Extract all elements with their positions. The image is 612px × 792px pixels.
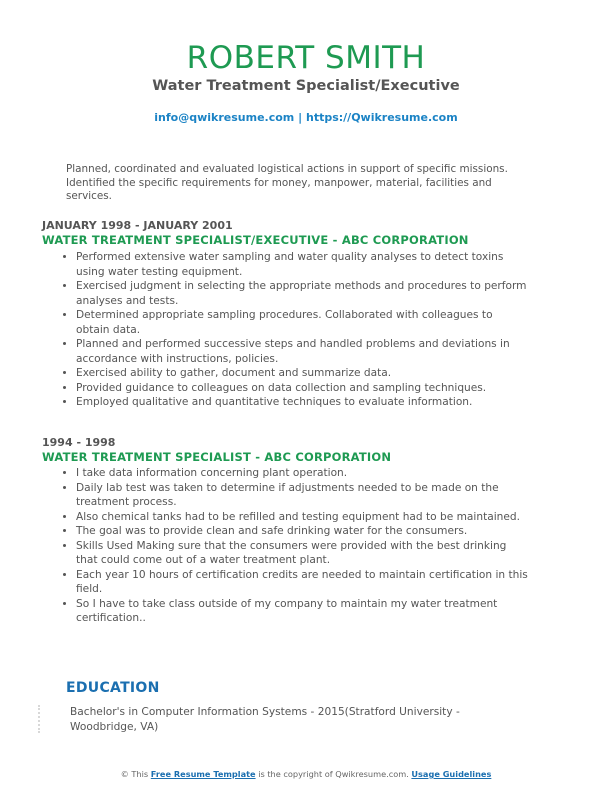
education-heading: EDUCATION [66,680,160,696]
job-bullet: • Also chemical tanks had to be refilled and testing equipment had to be maintained. [76,510,528,525]
job-bullet: • Performed extensive water sampling and water quality analyses to detect toxins using water testing equipment. [76,250,528,279]
job-bullet: • The goal was to provide clean and safe drinking water for the consumers. [76,524,528,539]
job-bullet: • Exercised judgment in selecting the appropriate methods and procedures to perform analyses and tests. [76,279,528,308]
usage-guidelines-link[interactable]: Usage Guidelines [411,769,492,779]
copyright-footer [0,769,612,780]
education-divider [38,705,40,733]
contact-separator: | [298,111,303,124]
website-link[interactable]: https://Qwikresume.com [305,111,458,124]
footer-prefix: © This [120,769,149,779]
job-bullet: • Daily lab test was taken to determine if adjustments needed to be made on the treatment process. [76,481,528,510]
job-bullet: • Planned and performed successive steps and handled problems and deviations in accordance with instructions, policies. [76,337,528,366]
job-bullet: • Employed qualitative and quantitative techniques to evaluate information. [76,395,528,410]
job-bullet-list [58,250,528,410]
job-dates: JANUARY 1998 - JANUARY 2001 [42,219,233,232]
job-bullet-list [58,466,528,626]
job-bullet: • Exercised ability to gather, document and summarize data. [76,366,528,381]
footer-middle: is the copyright of Qwikresume.com. [258,769,409,779]
candidate-name: ROBERT SMITH [186,40,426,76]
job-bullet: • Skills Used Making sure that the consumers were provided with the best drinking that could come out of a water treatment plant. [76,539,528,568]
free-template-link[interactable]: Free Resume Template [150,769,256,779]
contact-line [0,111,612,125]
job-bullet: • Provided guidance to colleagues on data collection and sampling techniques. [76,381,528,396]
job-bullet: • I take data information concerning plant operation. [76,466,528,481]
summary-paragraph: Planned, coordinated and evaluated logistical actions in support of specific missions. Identified the specific requirements for money, manpower, material, facilities and services. [66,163,508,202]
job-title: WATER TREATMENT SPECIALIST - ABC CORPORATION [42,450,392,464]
job-headline: Water Treatment Specialist/Executive [152,78,460,94]
job-bullet: • Each year 10 hours of certification credits are needed to maintain certification in this field. [76,568,528,597]
education-entry: Bachelor's in Computer Information Systems - 2015(Stratford University - Woodbridge, VA) [70,706,460,733]
job-bullet: • Determined appropriate sampling procedures. Collaborated with colleagues to obtain data. [76,308,528,337]
job-title: WATER TREATMENT SPECIALIST/EXECUTIVE - ABC CORPORATION [42,233,469,247]
email-link[interactable]: info@qwikresume.com [154,111,295,124]
job-dates: 1994 - 1998 [42,436,116,449]
job-bullet: • So I have to take class outside of my company to maintain my water treatment certification.. [76,597,528,626]
